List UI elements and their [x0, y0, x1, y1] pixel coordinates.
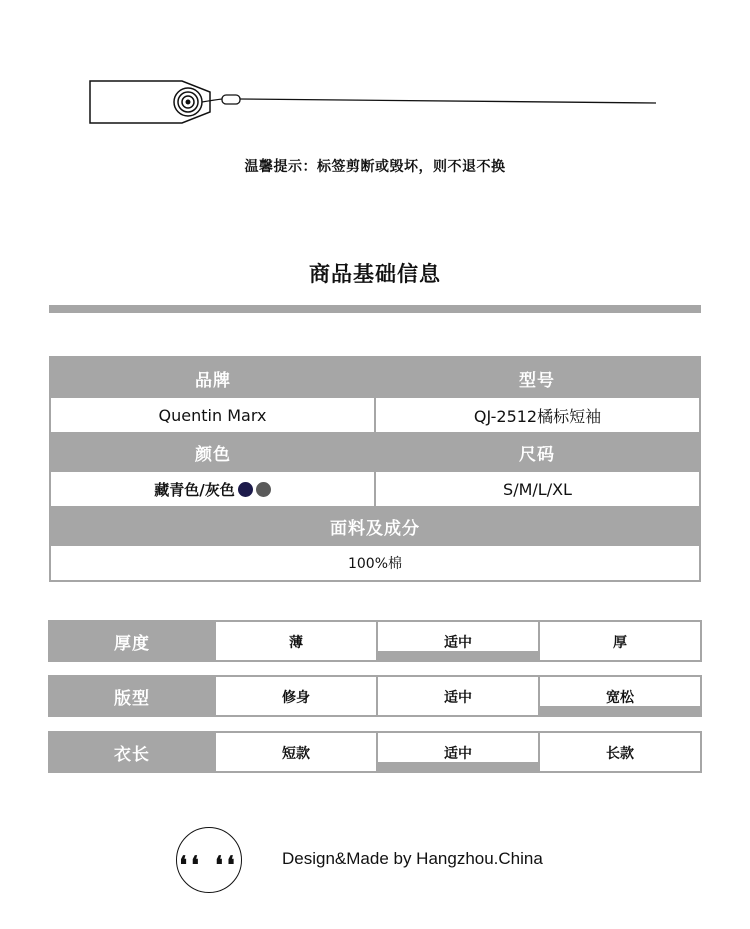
footer-text: Design&Made by Hangzhou.China	[282, 849, 543, 868]
info-header-row	[51, 358, 699, 398]
info-value-row	[51, 398, 699, 432]
size-label: 尺码	[519, 444, 555, 465]
color-label: 颜色	[195, 444, 231, 465]
rating-label: 衣长	[114, 744, 150, 765]
info-header-row	[51, 506, 699, 546]
model-label: 型号	[519, 370, 555, 391]
section-title: 商品基础信息	[309, 262, 441, 286]
color-value: 藏青色/灰色	[154, 480, 235, 499]
info-header-row	[51, 432, 699, 472]
brand-label: 品牌	[195, 370, 231, 391]
rating-option: 长款	[540, 733, 700, 771]
notice-text: 温馨提示：标签剪断或毁坏，则不退不换	[244, 159, 506, 175]
hang-tag-illustration	[86, 78, 660, 130]
fabric-label: 面料及成分	[330, 518, 420, 539]
color-value-cell	[51, 472, 374, 506]
rating-option: 短款	[216, 733, 376, 771]
rating-option: 适中	[378, 677, 538, 715]
rating-option: 修身	[216, 677, 376, 715]
rating-option: 适中	[378, 622, 538, 660]
rating-row-thickness	[48, 620, 702, 662]
gray-color-swatch	[256, 482, 271, 497]
navy-color-swatch	[238, 482, 253, 497]
brand-value: Quentin Marx	[158, 405, 267, 425]
rating-label: 厚度	[114, 633, 150, 654]
rating-option: 厚	[540, 622, 700, 660]
rating-label: 版型	[114, 688, 150, 709]
rating-option: 适中	[378, 733, 538, 771]
rating-row-length	[48, 731, 702, 773]
quote-icon: ❛❛ ❛❛	[176, 827, 242, 893]
info-value-row	[51, 546, 699, 580]
rating-option: 宽松	[540, 677, 700, 715]
rating-row-fit	[48, 675, 702, 717]
title-underline-bar	[49, 305, 701, 313]
info-value-row	[51, 472, 699, 506]
rating-option: 薄	[216, 622, 376, 660]
product-info-table	[49, 356, 701, 582]
fabric-value: 100%棉	[347, 556, 403, 572]
model-value: QJ-2512橘标短袖	[374, 398, 699, 432]
size-value: S/M/L/XL	[374, 472, 699, 506]
